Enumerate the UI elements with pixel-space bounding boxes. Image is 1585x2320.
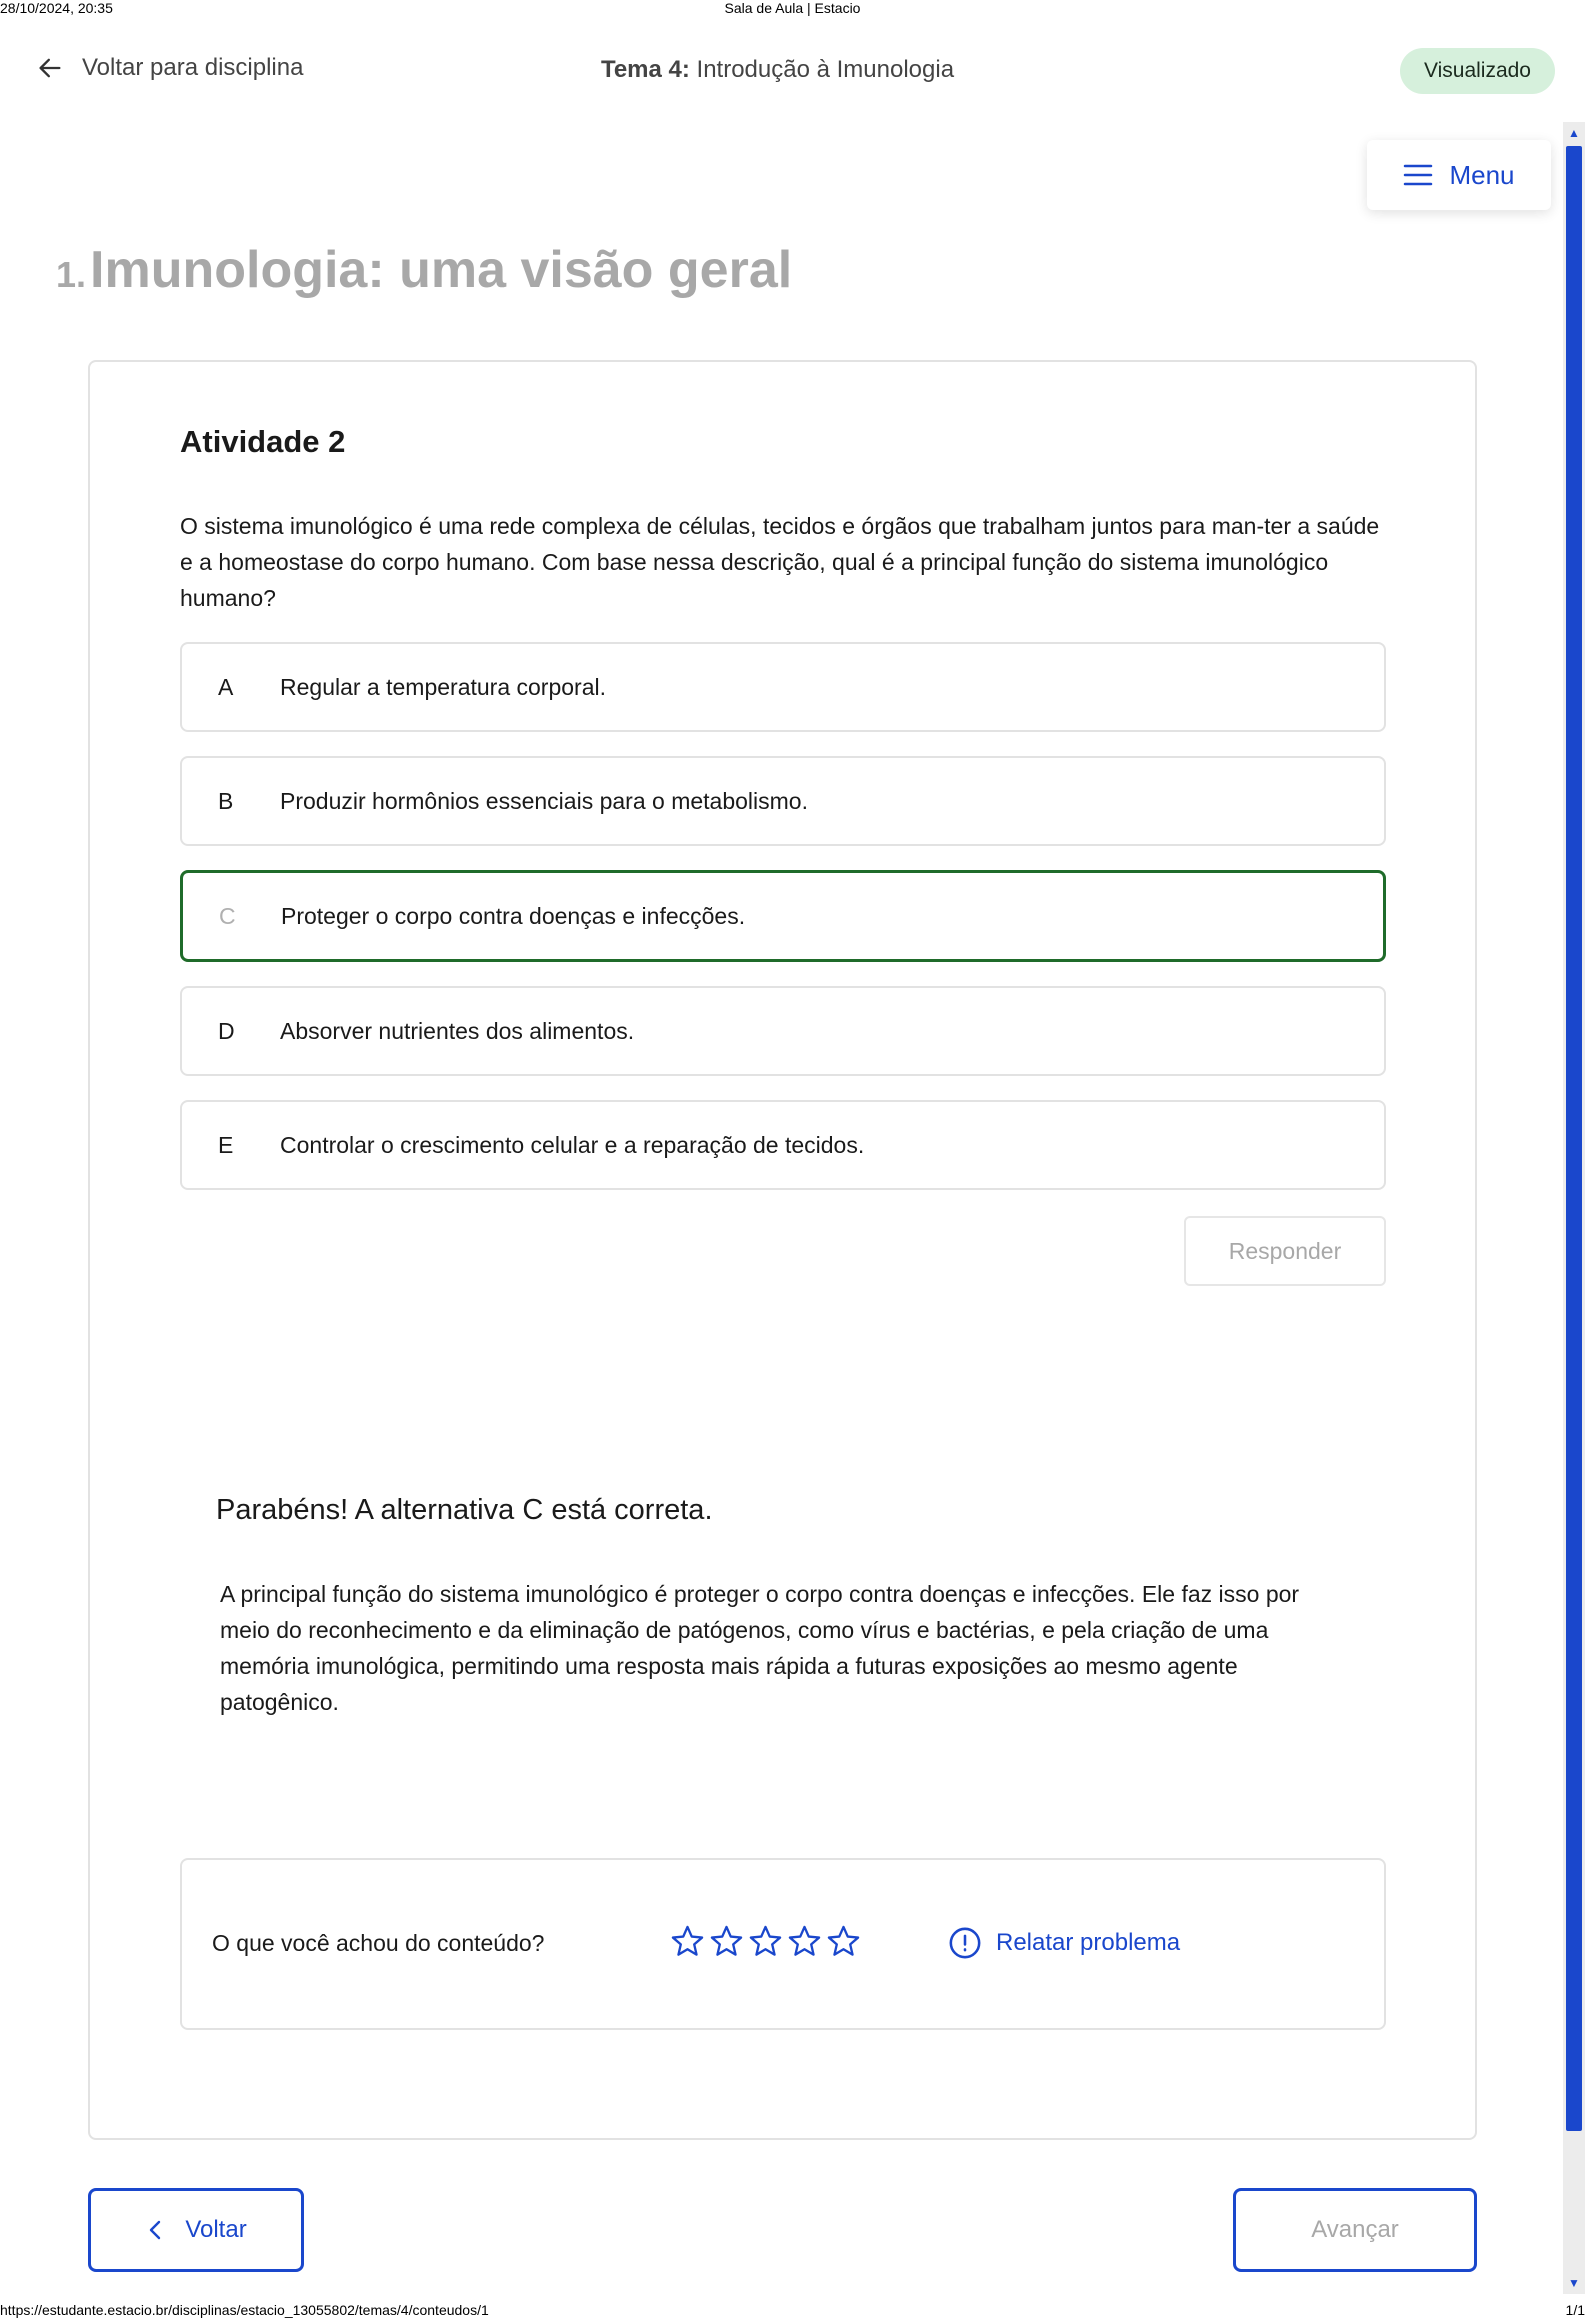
print-url: https://estudante.estacio.br/disciplinas/estacio_13055802/temas/4/conteudos/1 xyxy=(0,2302,489,2318)
feedback-text: A principal função do sistema imunológico é proteger o corpo contra doenças e infecções. Ele faz isso por meio do reconhecimento e da eliminação de patógenos, como vírus e bactérias, e pela criação de uma memória imunológica, permitindo uma resposta mais rápida a futuras exposições ao mesmo agente patogênico. xyxy=(220,1581,1300,1715)
print-page-title: Sala de Aula | Estacio xyxy=(724,0,861,16)
star-icon[interactable] xyxy=(787,1924,822,1959)
chevron-left-icon xyxy=(145,2218,165,2242)
hamburger-icon xyxy=(1403,163,1433,187)
option-label: Absorver nutrientes dos alimentos. xyxy=(280,1017,635,1044)
print-datetime: 28/10/2024, 20:35 xyxy=(0,0,113,16)
topbar xyxy=(0,40,1555,100)
back-link-label: Voltar para disciplina xyxy=(82,54,304,81)
scrollbar[interactable] xyxy=(1563,122,1585,2294)
topic-title xyxy=(0,56,1555,84)
option-a[interactable] xyxy=(180,642,1386,732)
rating-question: O que você achou do conteúdo? xyxy=(212,1930,545,1956)
option-b[interactable] xyxy=(180,756,1386,846)
star-icon[interactable] xyxy=(709,1924,744,1959)
print-header xyxy=(0,0,1585,18)
menu-button[interactable] xyxy=(1367,140,1551,210)
option-letter: A xyxy=(218,673,234,700)
option-label: Controlar o crescimento celular e a reparação de tecidos. xyxy=(280,1131,865,1158)
option-letter: C xyxy=(219,902,236,929)
print-footer xyxy=(0,2302,1585,2320)
option-letter: D xyxy=(218,1017,235,1044)
next-button[interactable]: Avançar xyxy=(1233,2188,1477,2272)
report-problem-link[interactable] xyxy=(948,1926,1180,1960)
option-letter: B xyxy=(218,787,234,814)
option-letter: E xyxy=(218,1131,234,1158)
rating-box xyxy=(180,1858,1386,2030)
option-label: Regular a temperatura corporal. xyxy=(280,673,606,700)
question-text: O sistema imunológico é uma rede complexa de células, tecidos e órgãos que trabalham juntos para man-ter a saúde e a homeostase do corpo humano. Com base nessa descrição, qual é a principal função do sistema imunológico humano? xyxy=(180,513,1380,611)
respond-button[interactable]: Responder xyxy=(1184,1216,1386,1286)
option-d[interactable] xyxy=(180,986,1386,1076)
back-button-label: Voltar xyxy=(185,2216,247,2243)
section-title: Imunologia: uma visão geral xyxy=(90,241,793,299)
section-heading xyxy=(56,240,792,300)
report-problem-label: Relatar problema xyxy=(996,1929,1181,1956)
section-number: 1. xyxy=(56,254,87,295)
scrollbar-thumb[interactable] xyxy=(1566,146,1582,2131)
topic-name: Introdução à Imunologia xyxy=(689,56,955,83)
activity-title: Atividade 2 xyxy=(180,424,346,459)
star-rating xyxy=(670,1924,861,1959)
scroll-up-arrow[interactable]: ▲ xyxy=(1568,126,1580,140)
feedback-title: Parabéns! A alternativa C está correta. xyxy=(216,1494,713,1526)
option-c[interactable] xyxy=(180,870,1386,962)
star-icon[interactable] xyxy=(670,1924,705,1959)
topic-prefix: Tema 4: xyxy=(600,56,690,83)
back-button[interactable] xyxy=(88,2188,304,2272)
status-badge: Visualizado xyxy=(1400,48,1555,94)
menu-label: Menu xyxy=(1449,159,1515,190)
exclamation-circle-icon xyxy=(948,1926,982,1960)
option-label: Produzir hormônios essenciais para o metabolismo. xyxy=(280,787,808,814)
option-label: Proteger o corpo contra doenças e infecções. xyxy=(281,902,746,929)
option-e[interactable] xyxy=(180,1100,1386,1190)
scroll-down-arrow[interactable]: ▼ xyxy=(1568,2276,1580,2290)
star-icon[interactable] xyxy=(826,1924,861,1959)
star-icon[interactable] xyxy=(748,1924,783,1959)
print-page-count: 1/1 xyxy=(1565,2302,1585,2318)
activity-card xyxy=(88,360,1477,2140)
